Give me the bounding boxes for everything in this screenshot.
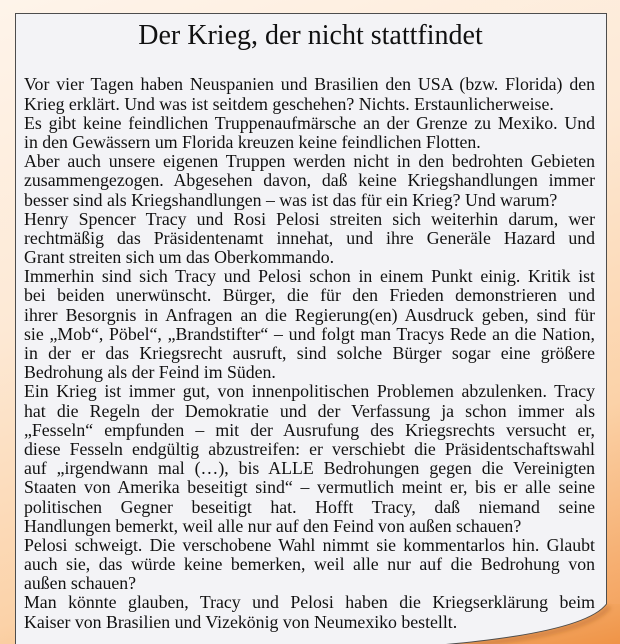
paragraph — [24, 152, 595, 210]
text-line: Handlungen bemerkt, weil alle nur auf den Feind von außen schauen? — [24, 515, 522, 536]
text-line: außen schauen? — [24, 573, 137, 594]
text-line: in den Gewässern um Florida kreuzen keine feindlichen Flotten. — [24, 131, 481, 152]
text-line: auch sie, das würde keine bemerken, weil alle nur auf die Bedrohung von — [24, 554, 595, 575]
paragraph — [24, 267, 595, 382]
document-title: Der Krieg, der nicht stattfindet — [138, 19, 483, 51]
text-line: hat die Regeln der Demokratie und der Verfassung ja schon immer als — [24, 400, 595, 421]
text-line: politischen Gegner beseitigt hat. Hofft Tracy, daß niemand seine — [24, 496, 595, 517]
text-line: Ein Krieg ist immer gut, von innenpolitischen Problemen abzulenken. Tracy — [24, 381, 595, 402]
text-line: Es gibt keine feindlichen Truppenaufmärsche an der Grenze zu Mexiko. Und — [24, 112, 595, 133]
document-body — [24, 75, 595, 631]
text-line: Kaiser von Brasilien und Vizekönig von Neumexiko bestellt. — [24, 611, 458, 632]
text-line: Henry Spencer Tracy und Rosi Pelosi streiten sich weiterhin darum, wer — [24, 208, 595, 229]
text-line: Bedrohung als der Feind im Süden. — [24, 362, 276, 383]
paragraph — [24, 593, 595, 631]
text-line: in der er das Kriegsrecht ausruft, sind solche Bürger sogar eine größere — [24, 343, 595, 364]
text-line: Pelosi schweigt. Die verschobene Wahl nimmt sie kommentarlos hin. Glaubt — [24, 534, 595, 555]
text-line: Krieg erklärt. Und was ist seitdem geschehen? Nichts. Erstaunlicherweise. — [24, 93, 554, 114]
paragraph — [24, 114, 595, 152]
text-line: „Fesseln“ empfunden – mit der Ausrufung des Kriegsrechts versucht er, — [24, 419, 595, 440]
text-line: zusammengezogen. Abgesehen davon, daß keine Kriegshandlungen immer — [24, 170, 595, 191]
text-line: Staaten von Amerika beseitigt sind“ – vermutlich meint er, bis er alle seine — [24, 477, 595, 498]
text-line: rechtmäßig das Präsidentenamt innehat, und ihre Generäle Hazard und — [24, 227, 595, 248]
paragraph — [24, 75, 595, 113]
text-line: diese Fesseln endgültig abzustreifen: er verschiebt die Präsidentschaftswahl — [24, 438, 595, 459]
paragraph — [24, 536, 595, 594]
text-line: bei beiden unerwünscht. Bürger, die für den Frieden demonstrieren und — [24, 285, 595, 306]
text-line: Man könnte glauben, Tracy und Pelosi haben die Kriegserklärung beim — [24, 592, 595, 613]
text-line: besser sind als Kriegshandlungen – was ist das für ein Krieg? Und warum? — [24, 189, 558, 210]
text-line: auf „irgendwann mal (…), bis ALLE Bedrohungen gegen die Vereinigten — [24, 458, 595, 479]
text-line: Grant streiten sich um das Oberkommando. — [24, 247, 335, 268]
text-line: Aber auch unsere eigenen Truppen werden nicht in den bedrohten Gebieten — [24, 151, 595, 172]
text-line: ihrer Besorgnis in Anfragen an die Regierung(en) Ausdruck geben, sind für — [24, 304, 595, 325]
text-line: Vor vier Tagen haben Neuspanien und Brasilien den USA (bzw. Florida) den — [24, 74, 595, 95]
paragraph — [24, 382, 595, 536]
text-line: sie „Mob“, Pöbel“, „Brandstifter“ – und folgt man Tracys Rede an die Nation, — [24, 323, 595, 344]
text-line: Immerhin sind sich Tracy und Pelosi schon in einem Punkt einig. Kritik ist — [24, 266, 595, 287]
paragraph — [24, 210, 595, 268]
